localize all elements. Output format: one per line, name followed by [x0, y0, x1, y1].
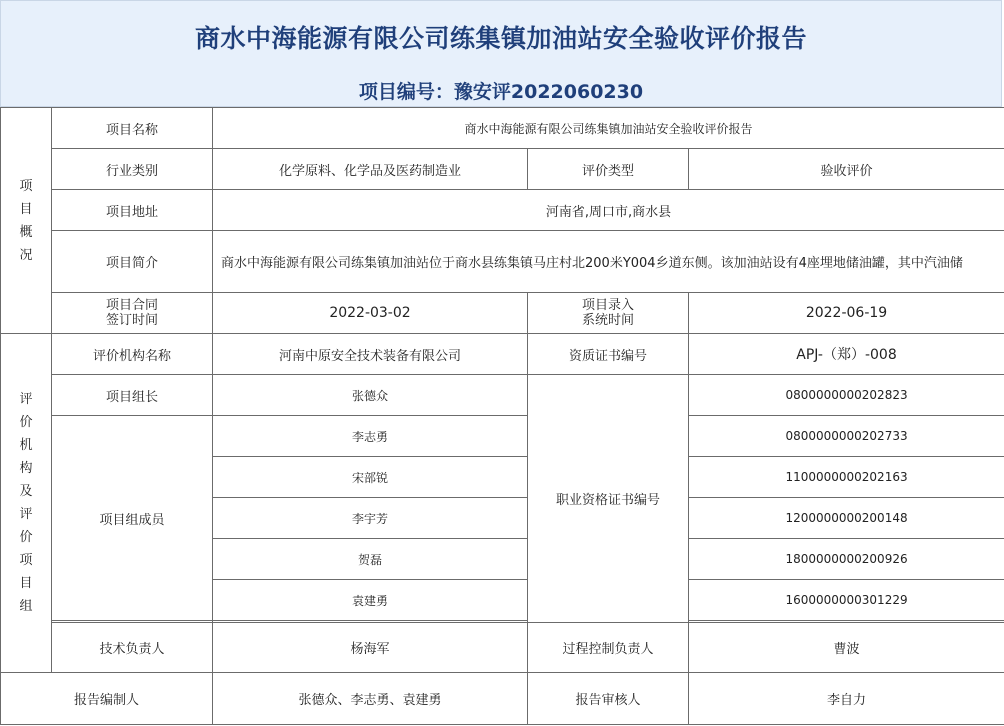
summary-label: 项目简介	[52, 231, 213, 293]
contract-date-label: 项目合同 签订时间	[52, 293, 213, 334]
process-lead-value: 曹波	[689, 623, 1004, 673]
reviewer-value: 李自力	[689, 673, 1004, 725]
member-name: 宋部锐	[213, 457, 528, 498]
address-label: 项目地址	[52, 190, 213, 231]
section-label-org: 评 价 机 构 及 评 价 项 目 组	[1, 334, 52, 673]
project-name-value: 商水中海能源有限公司练集镇加油站安全验收评价报告	[213, 108, 1004, 149]
eval-type-label: 评价类型	[528, 149, 689, 190]
eval-type-value: 验收评价	[689, 149, 1004, 190]
industry-value: 化学原料、化学品及医药制造业	[213, 149, 528, 190]
author-value: 张德众、李志勇、袁建勇	[213, 673, 528, 725]
member-cert: 1100000000202163	[689, 457, 1004, 498]
tech-lead-label: 技术负责人	[52, 623, 213, 673]
report-header	[0, 0, 1002, 107]
member-cert: 1600000000301229	[689, 580, 1004, 621]
org-name-label: 评价机构名称	[52, 334, 213, 375]
member-cert: 1800000000200926	[689, 539, 1004, 580]
cert-label: 资质证书编号	[528, 334, 689, 375]
report-title: 商水中海能源有限公司练集镇加油站安全验收评价报告	[194, 24, 807, 53]
member-name: 贺磊	[213, 539, 528, 580]
leader-cert: 0800000000202823	[689, 375, 1004, 416]
author-label: 报告编制人	[1, 673, 213, 725]
industry-label: 行业类别	[52, 149, 213, 190]
report-table	[0, 107, 1004, 725]
org-name-value: 河南中原安全技术装备有限公司	[213, 334, 528, 375]
summary-value: 商水中海能源有限公司练集镇加油站位于商水县练集镇马庄村北200米Y004乡道东侧。该加油站设有4座埋地储油罐，其中汽油储	[213, 231, 1004, 293]
leader-label: 项目组长	[52, 375, 213, 416]
entry-date-label: 项目录入 系统时间	[528, 293, 689, 334]
members-label: 项目组成员	[52, 416, 213, 621]
process-lead-label: 过程控制负责人	[528, 623, 689, 673]
address-value: 河南省,周口市,商水县	[213, 190, 1004, 231]
member-name: 李宇芳	[213, 498, 528, 539]
project-name-label: 项目名称	[52, 108, 213, 149]
project-code: 项目编号：豫安评2022060230	[358, 81, 644, 103]
entry-date-value: 2022-06-19	[689, 293, 1004, 334]
tech-lead-value: 杨海军	[213, 623, 528, 673]
section-label-overview: 项 目 概 况	[1, 108, 52, 334]
member-name: 李志勇	[213, 416, 528, 457]
qual-cert-label: 职业资格证书编号	[528, 375, 689, 623]
member-cert: 0800000000202733	[689, 416, 1004, 457]
cert-value: APJ-（郑）-008	[689, 334, 1004, 375]
reviewer-label: 报告审核人	[528, 673, 689, 725]
member-name: 袁建勇	[213, 580, 528, 621]
member-cert: 1200000000200148	[689, 498, 1004, 539]
leader-name: 张德众	[213, 375, 528, 416]
contract-date-value: 2022-03-02	[213, 293, 528, 334]
